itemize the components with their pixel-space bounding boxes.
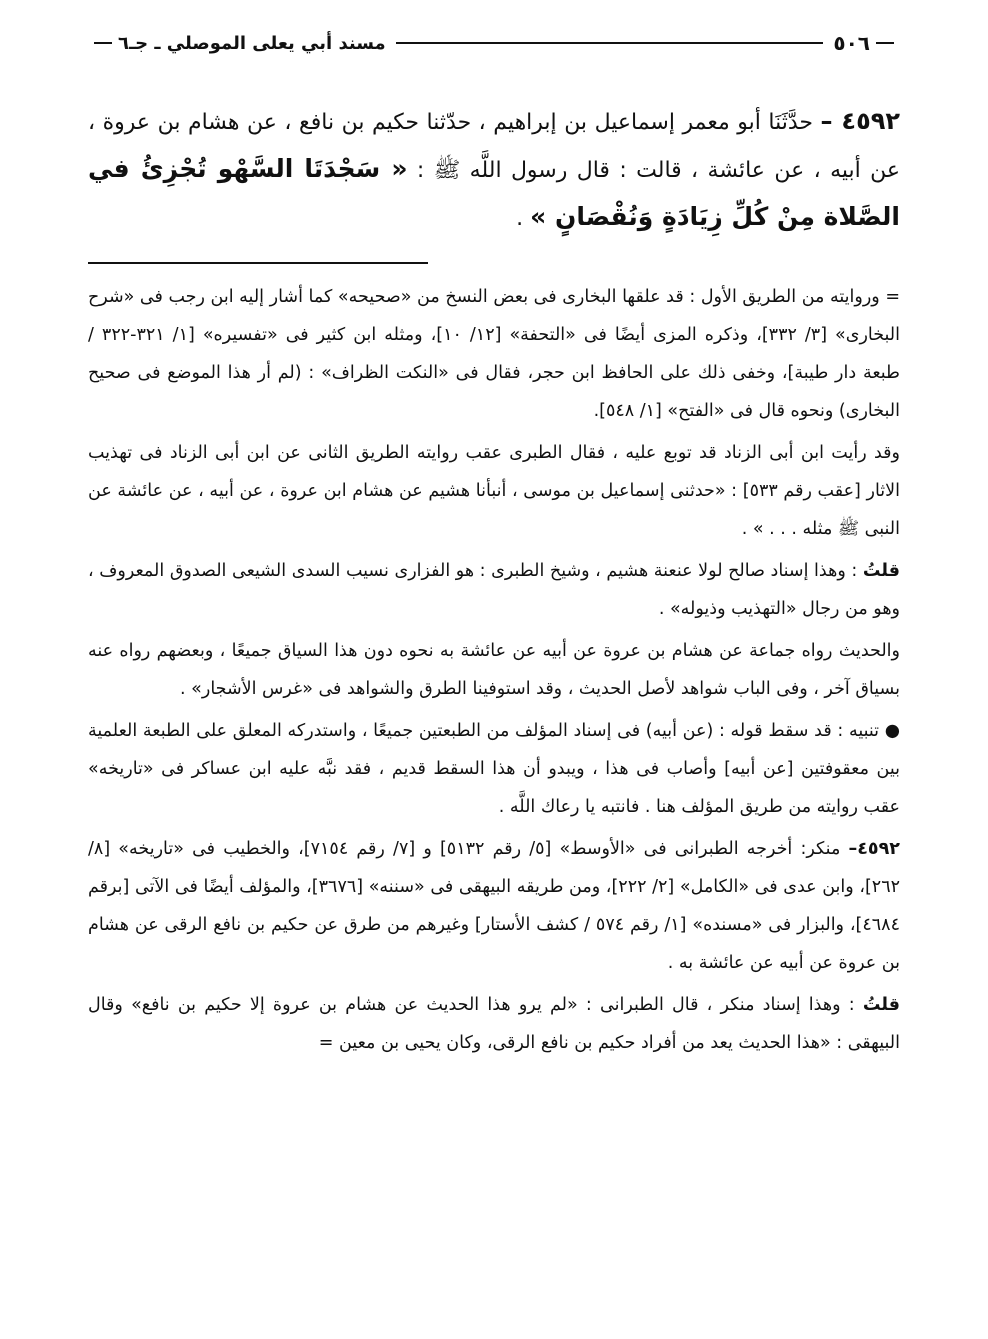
- footnote-paragraph: = وروايته من الطريق الأول : قد علقها البخارى فى بعض النسخ من «صحيحه» كما أشار إليه ابن رجب فى «شرح البخارى» [٣/ ٣٣٢]، وذكره المزى أيضًا فى «التحفة» [١٢/ ١٠]، ومثله ابن كثير فى «تفسيره» [١/ ٣٢١-٣٢٢ / طبعة دار طيبة]، وخفى ذلك على الحافظ ابن حجر، فقال فى «النكت الظراف» : (لم أر هذا الموضع فى صحيح البخارى) ونحوه قال فى «الفتح» [١/ ٥٤٨].: [88, 287, 901, 421]
- footnote-paragraph: [88, 830, 900, 982]
- header-rule: [396, 42, 824, 44]
- note-label: ٤٥٩٢–: [848, 839, 900, 859]
- hadith-end: .: [516, 206, 524, 231]
- note-label: قلتُ: [862, 995, 900, 1015]
- note-label: قلتُ: [862, 561, 900, 581]
- book-title: مسند أبي يعلى الموصلي ـ جـ٦: [118, 32, 386, 54]
- page-header: [88, 30, 900, 56]
- hadith-chain: حدَّثَنَا أبو معمر إسماعيل بن إبراهيم ، حدّثنا حكيم بن نافع ، عن هشام بن: [157, 110, 813, 135]
- footnote-paragraph: وقد رأيت ابن أبى الزناد قد توبع عليه ، فقال الطبرى عقب روايته الطريق الثانى عن ابن أبى الزناد فى تهذيب الاثار [عقب رقم ٥٣٣] : «حدثنى إسماعيل بن موسى ، أنبأنا هشيم عن هشام ابن عروة ، عن أبيه ، عن عائشة عن النبى ﷺ مثله . . . » .: [88, 443, 901, 539]
- hadith-number: ٤٥٩٢ –: [820, 107, 901, 135]
- footnote-paragraph: ● تنبيه : قد سقط قوله : (عن أبيه) فى إسناد المؤلف من الطبعتين جميعًا ، واستدركه المعلق على الطبعة العلمية بين معقوفتين [عن أبيه] وأصاب فى هذا ، ويبدو أن هذا السقط قديم ، فقد نبَّه عليه ابن عساكر فى «تاريخه» عقب روايته من طريق المؤلف هنا . فانتبه يا رعاك اللَّه .: [88, 721, 900, 817]
- page-number: ٥٠٦: [833, 31, 870, 55]
- footnote-paragraph: [88, 552, 900, 628]
- header-dash: [876, 42, 894, 44]
- hadith-text: [88, 98, 900, 242]
- note-text: منكر: أخرجه الطبرانى فى «الأوسط» [٥/ رقم ٥١٣٢] و [٧/ رقم ٧١٥٤]، والخطيب فى «تاريخه» [٨/ ٢٦٢]، وابن عدى فى «الكامل» [٢/ ٢٢٢]، ومن طريقه البيهقى فى «سننه» [٣٦٧٦]، والمؤلف أيضًا فى الآتى [برقم ٤٦٨٤]، والبزار فى «مسنده» [١/ رقم ٥٧٤ / كشف الأستار] وغيرهم من طرق عن حكيم بن نافع الرقى عن هشام بن عروة عن أبيه عن عائشة به .: [88, 839, 900, 973]
- note-text: : وهذا إسناد منكر ، قال الطبرانى : «لم يرو هذا الحديث عن هشام بن عروة إلا حكيم بن نافع» وقال البيهقى : «هذا الحديث يعد من أفراد حكيم بن نافع الرقى، وكان يحيى بن معين =: [88, 995, 900, 1053]
- footnote-separator: [88, 262, 428, 264]
- footnote-paragraph: [88, 986, 900, 1062]
- hadith-chain-continued: عروة ، عن أبيه ، عن عائشة ، قالت : قال رسول اللَّه ﷺ :: [88, 110, 901, 183]
- footnote-paragraph: والحديث رواه جماعة عن هشام بن عروة عن أبيه عن عائشة به نحوه دون هذا السياق جميعًا ، وبعضهم رواه عنه بسياق آخر ، وفى الباب شواهد لأصل الحديث ، وقد استوفينا الطرق والشواهد فى «غرس الأشجار» .: [88, 641, 900, 699]
- hadith-matn-continued: الصَّلاة مِنْ كُلِّ زِيَادَةٍ وَنُقْصَانٍ »: [530, 202, 900, 231]
- note-text: : وهذا إسناد صالح لولا عنعنة هشيم ، وشيخ الطبرى : هو الفزارى نسيب السدى الشيعى الصدوق المعروف ، وهو من رجال «التهذيب وذيوله» .: [88, 561, 900, 619]
- header-dash: [94, 42, 112, 44]
- footnotes: [88, 278, 900, 1062]
- hadith-matn: « سَجْدَتَا السَّهْو تُجْزِئُ في: [88, 154, 408, 183]
